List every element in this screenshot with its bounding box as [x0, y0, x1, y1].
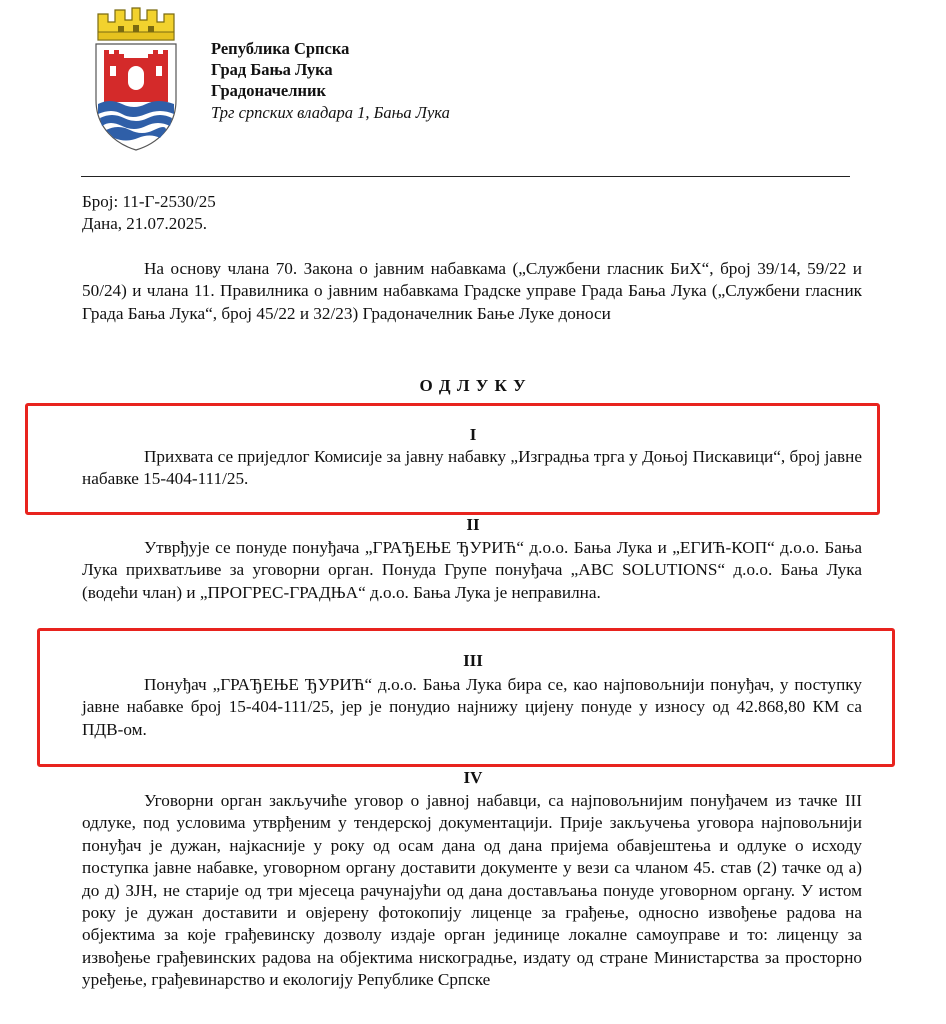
section-4-numeral: IV [463, 768, 483, 787]
section-2-numeral: II [466, 515, 480, 534]
decision-title: О Д Л У К У [419, 376, 527, 395]
header-address: Трг српских владара 1, Бања Лука [211, 103, 450, 122]
document-date: Дана, 21.07.2025. [82, 214, 208, 233]
section-1-text: Прихвата се приједлог Комисије за јавну набавку „Изградња трга у Доњој Пискавици“, број јавне набавке 15-404-111/25. [82, 447, 862, 489]
intro-paragraph: На основу члана 70. Закона о јавним набавкама („Службени гласник БиХ“, број 39/14, 59/22 и 50/24) и члана 11. Правилника о јавним набавкама Градске управе Града Бања Лука („Службени гласник Града Бања Лука“, број 45/22 и 32/23) Градоначелник Бање Луке доноси [82, 259, 862, 323]
header-republic: Република Српска [211, 39, 350, 58]
section-4-text: Уговорни орган закључиће уговор о јавној набавци, са најповољнијим понуђачем из тачке III одлуке, под условима утврђеним у тендерској документацији. Прије закључења уговора најповољнији понуђач је дужан, најкасније у року од осам дана од дана пријема обавјештења и одлуке о исходу поступка јавне набавке, уговорном органу доставити документе у вези са чланом 45. став (2) тачке од а) до д) ЗЈН, не старије од три мјесеца рачунајући од дана достављања понуде уговорном органу. У истом року је дужан доставити и овјерену фотокопију лиценце за грађење, односно извођење радова на објектима за које грађевинску дозволу издаје орган јединице локалне самоуправе и то: лиценцу за извођење грађевинских радова на објектима нискоградње, издату од стране Министарства за просторно уређење, грађевинарство и екологију Републике Српске [82, 791, 862, 990]
section-3-numeral: III [463, 651, 483, 670]
section-2-text: Утврђује се понуде понуђача „ГРАЂЕЊЕ ЂУРИЋ“ д.о.о. Бања Лука и „ЕГИЋ-КОП“ д.о.о. Бања Лука прихватљиве за уговорни орган. Понуда Групе понуђача „ABC SOLUTIONS“ д.о.о. Бања Лука (водећи члан) и „ПРОГРЕС-ГРАДЊА“ д.о.о. Бања Лука је неправилна. [82, 538, 862, 602]
section-3-text: Понуђач „ГРАЂЕЊЕ ЂУРИЋ“ д.о.о. Бања Лука бира се, као најповољнији понуђач, у поступку јавне набавке број 15-404-111/25, јер је понудио најнижу цијену понуде у износу од 42.868,80 КМ са ПДВ-ом. [82, 675, 862, 739]
city-coat-of-arms-icon [88, 6, 184, 152]
header-divider [81, 176, 850, 177]
section-1-numeral: I [469, 425, 477, 444]
document-number: Број: 11-Г-2530/25 [82, 192, 216, 211]
header-city: Град Бања Лука [211, 60, 333, 79]
header-office: Градоначелник [211, 81, 326, 100]
